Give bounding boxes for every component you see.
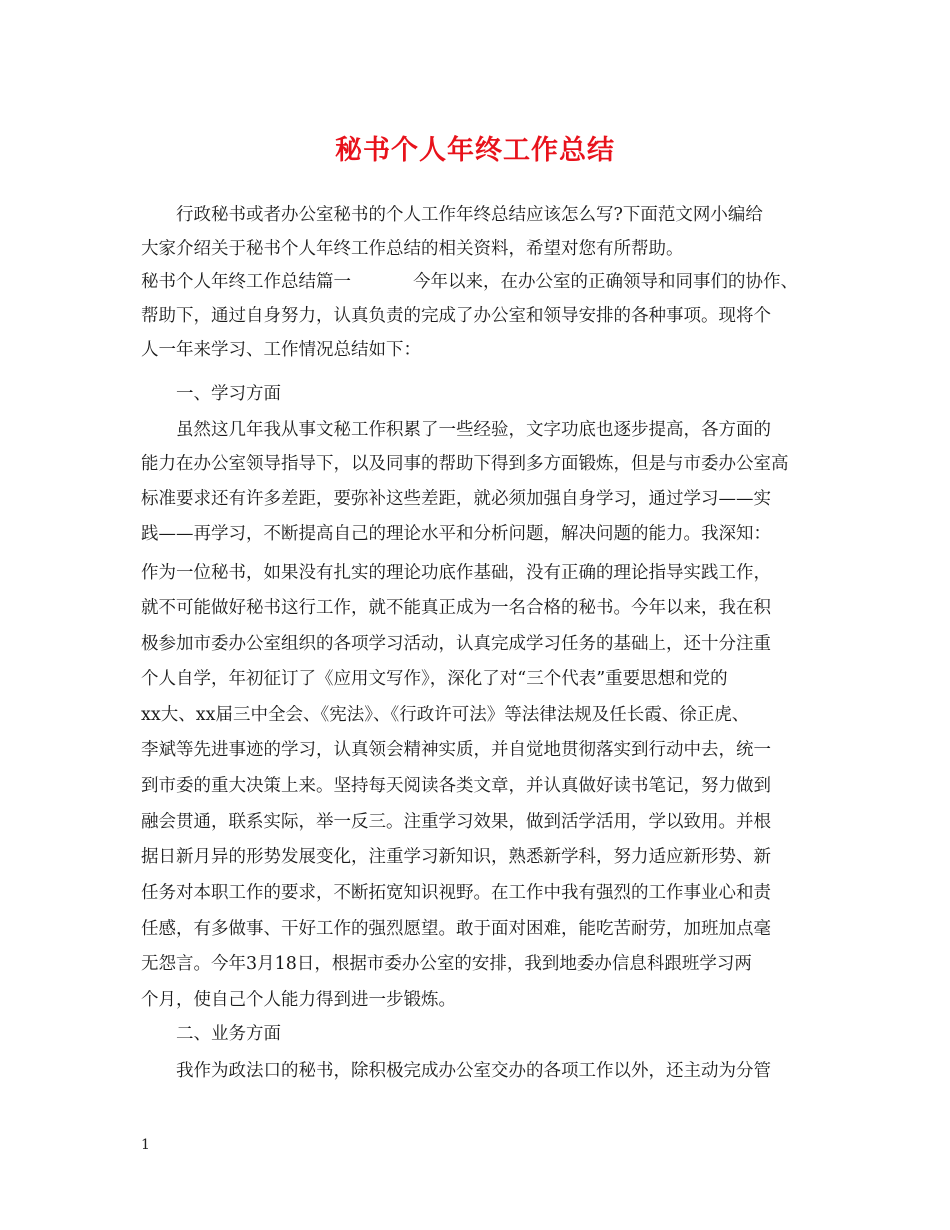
text-line: 极参加市委办公室组织的各项学习活动，认真完成学习任务的基础上，还十分注重: [141, 634, 771, 654]
text-line: 融会贯通，联系实际，举一反三。注重学习效果，做到活学活用，学以致用。并根: [141, 812, 771, 832]
text-segment: 今年以来，在办公室的正确领导和同事们的协作、: [413, 272, 798, 292]
text-line: 践——再学习，不断提高自己的理论水平和分析问题，解决问题的能力。我深知：: [141, 524, 771, 544]
text-line: 就不可能做好秘书这行工作，就不能真正成为一名合格的秘书。今年以来，我在积: [141, 598, 771, 618]
text-line: 据日新月异的形势发展变化，注重学习新知识，熟悉新学科，努力适应新形势、新: [141, 847, 771, 867]
text-line: 人一年来学习、工作情况总结如下：: [141, 340, 421, 360]
text-line: 任感，有多做事、干好工作的强烈愿望。敢于面对困难，能吃苦耐劳，加班加点毫: [141, 919, 771, 939]
text-line: 个月，使自己个人能力得到进一步锻炼。: [141, 990, 456, 1010]
text-line: 任务对本职工作的要求，不断拓宽知识视野。在工作中我有强烈的工作事业心和责: [141, 883, 771, 903]
text-line: 虽然这几年我从事文秘工作积累了一些经验，文字功底也逐步提高，各方面的: [176, 420, 771, 440]
section-heading: 秘书个人年终工作总结篇一: [141, 272, 351, 292]
document-title: 秘书个人年终工作总结: [335, 135, 615, 166]
text-line-with-heading: [141, 270, 821, 294]
text-line: 行政秘书或者办公室秘书的个人工作年终总结应该怎么写?下面范文网小编给: [176, 205, 763, 225]
text-line: 无怨言。今年3月18日，根据市委办公室的安排，我到地委办信息科跟班学习两: [141, 954, 752, 974]
text-line: 我作为政法口的秘书，除积极完成办公室交办的各项工作以外，还主动为分管: [176, 1061, 771, 1081]
section-heading: 一、学习方面: [176, 384, 281, 404]
text-line: xx大、xx届三中全会、《宪法》、《行政许可法》等法律法规及任长霞、徐正虎、: [141, 705, 750, 725]
page-number: 1: [141, 1137, 150, 1153]
text-line: 作为一位秘书，如果没有扎实的理论功底作基础，没有正确的理论指导实践工作，: [141, 563, 771, 583]
section-heading: 二、业务方面: [176, 1024, 281, 1044]
text-line: 李斌等先进事迹的学习，认真领会精神实质，并自觉地贯彻落实到行动中去，统一: [141, 740, 771, 760]
text-line: 大家介绍关于秘书个人年终工作总结的相关资料，希望对您有所帮助。: [141, 239, 684, 259]
text-line: 能力在办公室领导指导下，以及同事的帮助下得到多方面锻炼，但是与市委办公室高: [141, 454, 789, 474]
text-line: 标准要求还有许多差距，要弥补这些差距，就必须加强自身学习，通过学习——实: [141, 489, 771, 509]
text-line: 帮助下，通过自身努力，认真负责的完成了办公室和领导安排的各种事项。现将个: [141, 306, 771, 326]
text-line: 到市委的重大决策上来。坚持每天阅读各类文章，并认真做好读书笔记，努力做到: [141, 776, 771, 796]
text-line: 个人自学，年初征订了《应用文写作》，深化了对“三个代表”重要思想和党的: [141, 669, 728, 689]
